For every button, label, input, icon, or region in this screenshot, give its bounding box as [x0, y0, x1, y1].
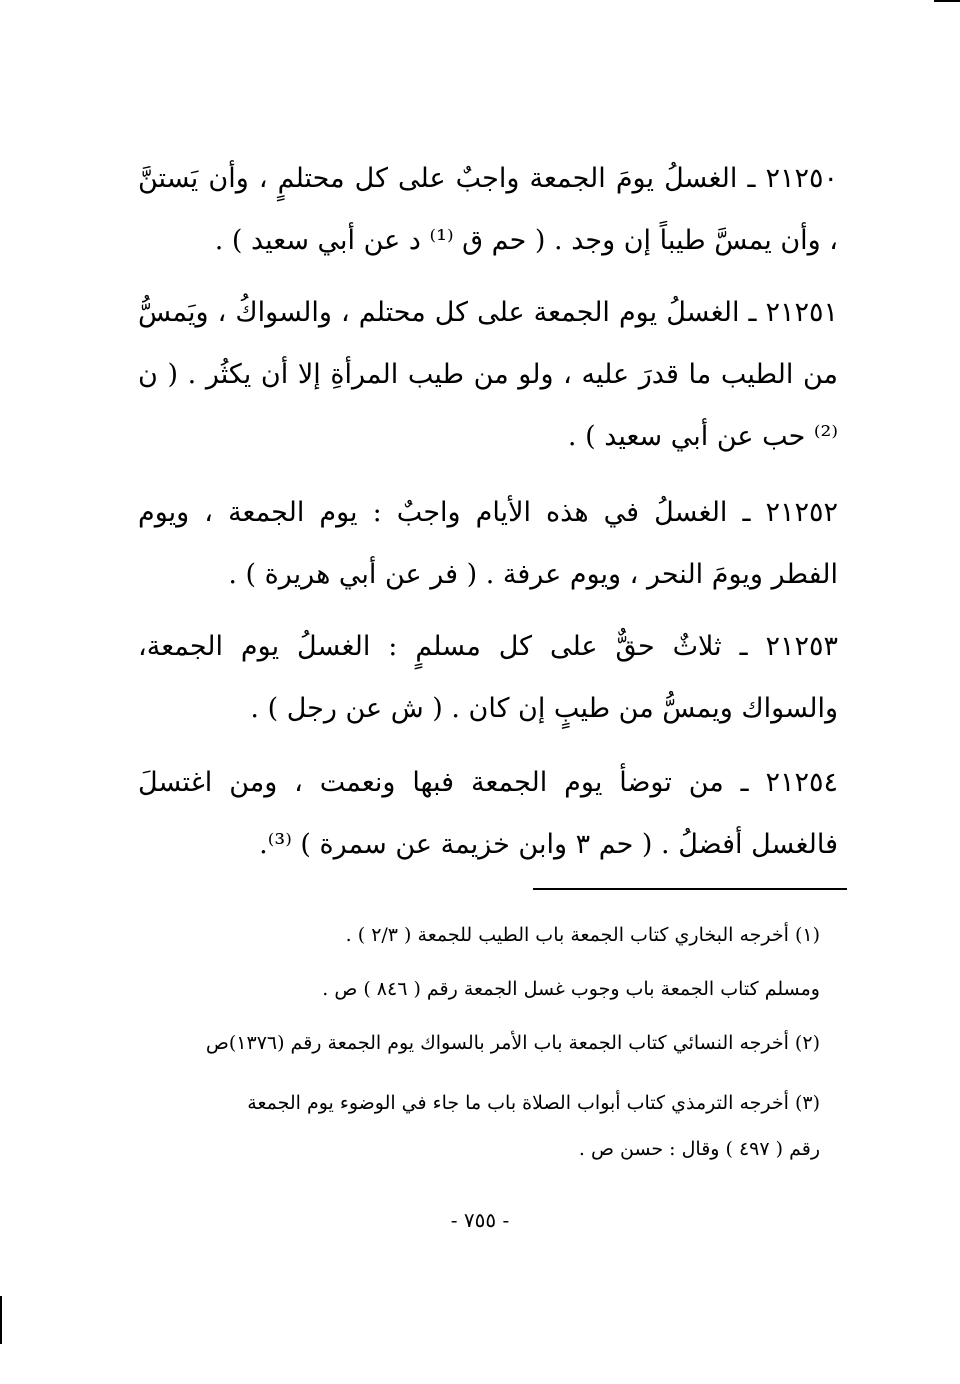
entry-21253 — [138, 616, 838, 740]
entry-number: ٢١٢٥١ — [765, 297, 838, 328]
entry-text: ـ من توضأ يوم الجمعة فبها ونعمت ، ومن اغتسلَ فالغسل أفضلُ . ( حم ٣ وابن خزيمة عن سمرة ) ⁽³⁾. — [138, 767, 838, 860]
footnote-1-continued: ومسلم كتاب الجمعة باب وجوب غسل الجمعة رقم ( ٨٤٦ ) ص . — [322, 978, 820, 1000]
entry-number: ٢١٢٥٣ — [765, 631, 838, 662]
entry-21251 — [138, 282, 838, 468]
entry-number: ٢١٢٥٢ — [765, 497, 838, 528]
entry-text: ـ الغسلُ يومَ الجمعة واجبٌ على كل محتلمٍ ، وأن يَستنَّ ، وأن يمسَّ طيباً إن وجد . ( حم ق ⁽¹⁾ د عن أبي سعيد ) . — [138, 163, 838, 256]
top-right-edge-mark — [934, 0, 960, 2]
footnote-2: (٢) أخرجه النسائي كتاب الجمعة باب الأمر بالسواك يوم الجمعة رقم (١٣٧٦)ص — [205, 1032, 820, 1054]
footnote-1: (١) أخرجه البخاري كتاب الجمعة باب الطيب للجمعة ( ٢/٣ ) . — [345, 924, 820, 946]
entry-text: ـ ثلاثٌ حقٌّ على كل مسلمٍ : الغسلُ يوم الجمعة، والسواك ويمسُّ من طيبٍ إن كان . ( ش عن رجل ) . — [138, 631, 838, 724]
footnote-3: (٣) أخرجه الترمذي كتاب أبواب الصلاة باب ما جاء في الوضوء يوم الجمعة — [247, 1092, 820, 1114]
footnote-divider — [533, 888, 847, 890]
entry-21250 — [138, 148, 838, 272]
entry-text: ـ الغسلُ في هذه الأيام واجبٌ : يوم الجمعة ، ويوم الفطر ويومَ النحر ، ويوم عرفة . ( فر عن أبي هريرة ) . — [138, 497, 838, 590]
entry-text: ـ الغسلُ يوم الجمعة على كل محتلم ، والسواكُ ، ويَمسُّ من الطيب ما قدرَ عليه ، ولو من طيب المرأةِ إلا أن يكثُر . ( ن ⁽²⁾ حب عن أبي سعيد ) . — [138, 297, 838, 452]
left-edge-mark — [0, 1296, 2, 1344]
entry-21254 — [138, 752, 838, 876]
entry-21252 — [138, 482, 838, 606]
footnote-3-continued: رقم ( ٤٩٧ ) وقال : حسن ص . — [578, 1138, 820, 1160]
entry-number: ٢١٢٥٠ — [765, 163, 838, 194]
page-number: - ٧٥٥ - — [450, 1208, 510, 1232]
entry-number: ٢١٢٥٤ — [765, 767, 838, 798]
